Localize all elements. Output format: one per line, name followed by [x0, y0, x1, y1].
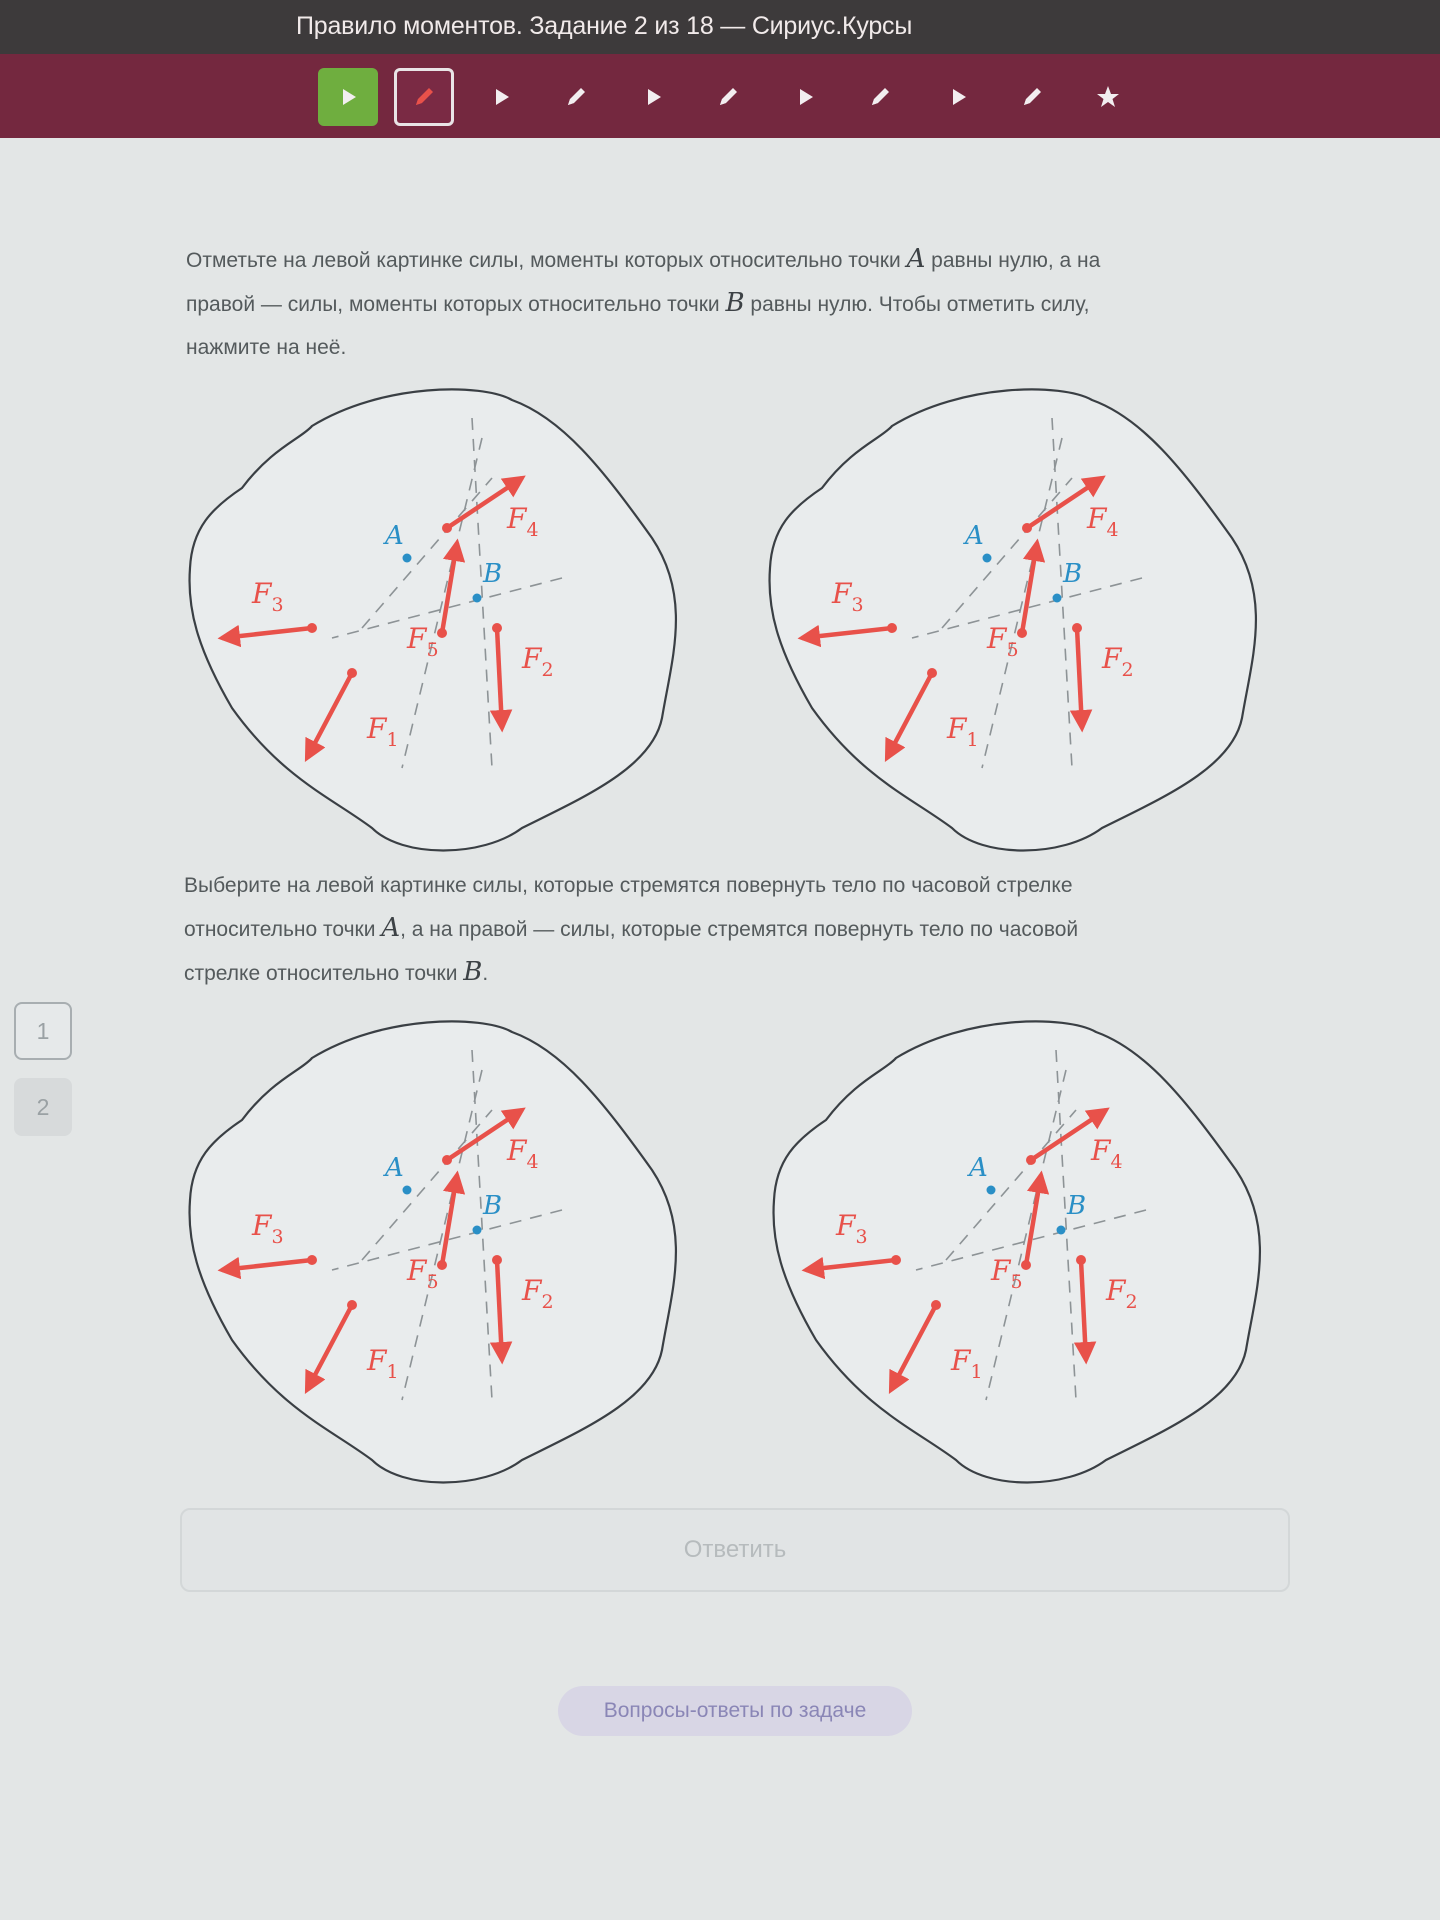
step-7-button[interactable]: [775, 68, 835, 126]
play-icon: [791, 83, 819, 111]
question-nav-1[interactable]: 1: [14, 1002, 72, 1060]
point-b-label: B: [1063, 559, 1083, 589]
point-a-ref: A: [381, 913, 401, 943]
task1-prompt: Отметьте на левой картинке силы, моменты которых относительно точки A равны нулю, а на правой — силы, моменты которых относительно точки B равны нулю. Чтобы отметить силу, нажмите на неё.: [186, 244, 1101, 359]
play-icon: [944, 83, 972, 111]
point-a: [403, 554, 412, 563]
force-f3-label: $F_3$: [252, 1209, 284, 1248]
rigid-body-outline: [189, 389, 675, 850]
task-qa-button[interactable]: Вопросы-ответы по задаче: [558, 1686, 912, 1736]
task2-left-diagram[interactable]: [182, 1020, 702, 1490]
task2-prompt: Выберите на левой картинке силы, которые стремятся повернуть тело по часовой стрелке относительно точки A, а на правой — силы, которые стремятся повернуть тело по часовой стрелке относительно точки B.: [184, 874, 1079, 987]
point-a-ref: A: [906, 244, 926, 274]
force-f1-label: $F_1$: [367, 1344, 399, 1383]
force-f2-label: $F_2$: [522, 642, 554, 681]
force-f3-label: $F_3$: [252, 577, 284, 616]
pencil-icon: [714, 83, 742, 111]
force-f5-label: $F_5$: [987, 622, 1019, 661]
force-f1-label: $F_1$: [947, 712, 979, 751]
force-f2-label: $F_2$: [1106, 1274, 1138, 1313]
play-icon: [487, 83, 515, 111]
force-f1-label: $F_1$: [951, 1344, 983, 1383]
point-a-label: A: [385, 1153, 404, 1183]
force-f4-label: $F_4$: [1091, 1134, 1123, 1173]
force-f4-label: $F_4$: [507, 502, 539, 541]
point-b: [1053, 594, 1062, 603]
pencil-icon: [410, 83, 438, 111]
window-title-bar: [0, 0, 1440, 54]
task1-left-diagram[interactable]: [182, 388, 702, 858]
point-b: [473, 1226, 482, 1235]
step-11-button[interactable]: [1078, 68, 1138, 126]
question-nav-2[interactable]: 2: [14, 1078, 72, 1136]
point-a-label: A: [385, 521, 404, 551]
rigid-body-outline: [769, 389, 1255, 850]
point-a: [983, 554, 992, 563]
pencil-icon: [1018, 83, 1046, 111]
step-1-button[interactable]: [318, 68, 378, 126]
point-b-ref: B: [725, 288, 745, 318]
force-f5-label: $F_5$: [407, 1254, 439, 1293]
force-f3-label: $F_3$: [836, 1209, 868, 1248]
play-icon: [334, 83, 362, 111]
point-a-label: A: [969, 1153, 988, 1183]
force-f3-label: $F_3$: [832, 577, 864, 616]
step-5-button[interactable]: [623, 68, 683, 126]
star-icon: [1094, 83, 1122, 111]
point-a-label: A: [965, 521, 984, 551]
force-f2-label: $F_2$: [522, 1274, 554, 1313]
point-b-label: B: [1067, 1191, 1087, 1221]
point-b-label: B: [483, 559, 503, 589]
point-b-label: B: [483, 1191, 503, 1221]
point-a: [987, 1186, 996, 1195]
force-f1-label: $F_1$: [367, 712, 399, 751]
step-8-button[interactable]: [850, 68, 910, 126]
rigid-body-outline: [773, 1021, 1259, 1482]
play-icon: [639, 83, 667, 111]
step-4-button[interactable]: [546, 68, 606, 126]
force-f5-label: $F_5$: [991, 1254, 1023, 1293]
force-f5-label: $F_5$: [407, 622, 439, 661]
point-b: [1057, 1226, 1066, 1235]
step-6-button[interactable]: [698, 68, 758, 126]
rigid-body-outline: [189, 1021, 675, 1482]
task2-right-diagram[interactable]: [766, 1020, 1286, 1490]
step-2-button[interactable]: [394, 68, 454, 126]
point-a: [403, 1186, 412, 1195]
force-f2-label: $F_2$: [1102, 642, 1134, 681]
step-9-button[interactable]: [928, 68, 988, 126]
point-b: [473, 594, 482, 603]
force-f4-label: $F_4$: [507, 1134, 539, 1173]
submit-answer-button[interactable]: Ответить: [180, 1508, 1290, 1592]
task1-right-diagram[interactable]: [762, 388, 1282, 858]
step-10-button[interactable]: [1002, 68, 1062, 126]
step-3-button[interactable]: [471, 68, 531, 126]
point-b-ref: B: [463, 957, 483, 987]
pencil-icon: [562, 83, 590, 111]
force-f4-label: $F_4$: [1087, 502, 1119, 541]
window-title: Правило моментов. Задание 2 из 18 — Сириус.Курсы: [296, 12, 913, 40]
pencil-icon: [866, 83, 894, 111]
